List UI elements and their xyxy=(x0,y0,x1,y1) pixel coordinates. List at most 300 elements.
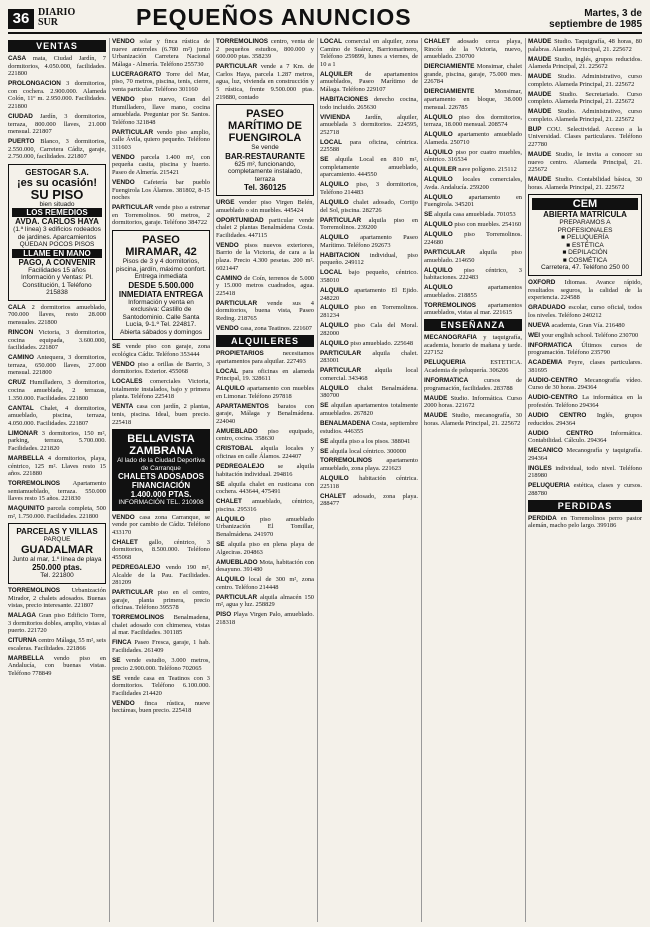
ad-lead-word: HABITACIONES xyxy=(320,95,369,103)
ad-lead-word: TORREMOLINOS xyxy=(8,586,61,594)
ad-body: necesitamos apartamentos para alquilar. 227493 xyxy=(216,349,314,365)
ad-lead-word: MAUDE xyxy=(528,73,552,81)
classified-ad xyxy=(216,481,314,496)
ad-lead-word: VENDO xyxy=(216,241,239,249)
ad-body: alquila piso amueblado. 214650 xyxy=(424,248,522,264)
section-ventas-header: VENTAS xyxy=(8,40,106,52)
classified-ad xyxy=(320,304,418,319)
ad-lead-word: GRADUADO xyxy=(528,304,566,312)
classified-ad xyxy=(216,242,314,272)
classified-ad xyxy=(112,179,210,202)
ad-lead-word: ACADEMIA xyxy=(528,359,563,367)
ad-body: apartamento El Ejido. 248220 xyxy=(320,286,418,302)
ad-lead-word: CIUDAD xyxy=(8,112,33,120)
ad-lead-word: SE xyxy=(112,657,121,665)
ad-body: derecho cocina, todo incluido. 265630 xyxy=(320,95,418,111)
display-ad-cem: CEM ABIERTA MATRÍCULA PREPARAMOS A PROFESIONALES ■ PELUQUERÍA ■ ESTÉTICA ■ DEPILACIÓN ■ COSMÉTICA Carretera, 47. Teléfono 250 00 xyxy=(528,194,642,276)
ad-lead-word: ALQUILO xyxy=(424,231,453,239)
ad-body: se alquila habitación individual. 294816 xyxy=(216,463,314,478)
ad-list xyxy=(8,304,106,521)
ad-body: Studio. Administrativo, curso completo. Alameda Principal, 21. 225672 xyxy=(528,108,642,123)
ad-body: apartamentos amueblados, vistas al mar. 221615 xyxy=(424,301,522,317)
ad-body: Studio, mecanografía, 30 horas. Alameda Principal, 21. 225672 xyxy=(424,412,522,427)
classified-ad xyxy=(528,151,642,174)
ad-body: alquila chalet. 283001 xyxy=(320,349,418,365)
ad-lead-word: MARBELLA xyxy=(8,454,44,462)
classified-ad xyxy=(216,325,314,333)
classified-ad xyxy=(112,96,210,126)
ad-lead-word: BENALMADENA xyxy=(320,419,371,427)
ad-body: alquila almacén 150 m², agua y luz. 258829 xyxy=(216,593,314,609)
classified-ad xyxy=(216,217,314,240)
classified-ad xyxy=(424,63,522,86)
classified-ad xyxy=(320,217,418,232)
ad-lead-word: SE xyxy=(424,211,433,219)
column-1 xyxy=(8,38,106,922)
ad-body: casa zona Carranque, se vende por cambio de Cádiz. Teléfono 433170 xyxy=(112,513,210,536)
ad-lead-word: MAUDE xyxy=(424,412,448,420)
classified-ad xyxy=(112,657,210,672)
ad-body: apartamento amueblado, zona playa. 221623 xyxy=(320,457,418,473)
ad-lead-word: PISO xyxy=(216,611,232,619)
ad-body: chalet adosado, Cortijo del Sol, piscina. 282726 xyxy=(320,199,418,214)
classified-ad xyxy=(320,322,418,337)
ad-lead-word: ALQUILO xyxy=(424,221,453,229)
ad-body: alquilan apartamentos totalmente amueblados. 267820 xyxy=(320,402,418,417)
column-divider xyxy=(317,38,318,922)
ad-lead-word: MAUDE xyxy=(528,151,552,159)
ad-lead-word: MAUDE xyxy=(528,55,552,63)
ad-body: 3 dormitorios, 150 m², parking, terraza, 5.700.000. Facilidades. 221820 xyxy=(8,429,106,452)
ad-lead-word: MALAGA xyxy=(8,612,37,620)
ad-body: academia, Gran Vía. 216480 xyxy=(549,321,625,329)
ad-body: vendo 190 m², Alcalde de la Pau. Facilidades. 281209 xyxy=(112,563,210,587)
ad-body: Peyre, clases particulares. 381695 xyxy=(528,359,642,374)
classified-ad xyxy=(528,322,642,330)
classified-ad xyxy=(216,541,314,556)
ad-body: alquila local comercial. 343468 xyxy=(320,367,418,382)
classified-ad xyxy=(424,221,522,229)
classified-ad xyxy=(424,176,522,191)
classified-ad xyxy=(216,594,314,609)
ad-lead-word: MAQUINITO xyxy=(8,505,45,513)
classified-ad xyxy=(8,354,106,377)
classified-ad xyxy=(528,412,642,427)
ad-lead-word: ALQUILER xyxy=(320,70,353,78)
column-5 xyxy=(424,38,522,922)
ad-lead-word: ALQUILO xyxy=(320,181,349,189)
ad-body: alquila piso en plena playa de Algeciras. 204863 xyxy=(216,540,314,556)
classified-ad xyxy=(424,267,522,282)
classified-ad xyxy=(424,166,522,174)
ad-body: alquila piso en Torremolinos. 239200 xyxy=(320,216,418,232)
ad-body: 2 dormitorios amueblado, 700.000 llaves, resto 28.000 mensuales. 221800 xyxy=(8,303,106,327)
ad-lead-word: CHALET xyxy=(216,498,242,506)
ad-lead-word: AUDIO CENTRO xyxy=(528,411,587,419)
ad-lead-word: PARTICULAR xyxy=(216,593,258,601)
ad-lead-word: ALQUILO xyxy=(320,475,349,483)
course-item: ■ DEPILACIÓN xyxy=(562,249,608,257)
ad-lead-word: PROLONGACION xyxy=(8,80,61,88)
column-divider xyxy=(213,38,214,922)
classified-ad xyxy=(320,139,418,154)
ad-body: escolar, curso oficial, todos los niveles. Teléfono 240212 xyxy=(528,304,642,319)
ad-lead-word: PARTICULAR xyxy=(112,128,154,136)
ad-body: apartamento amueblado Alameda. 250710 xyxy=(424,131,522,146)
ad-lead-word: VENDO xyxy=(216,325,239,332)
section-perdidas-header: PERDIDAS xyxy=(528,500,642,512)
ad-body: vendo piso amplio, calle Ávila, quiero pequeño. Teléfono 311603 xyxy=(112,128,210,151)
ad-body: Urbanización Mirador, 2 chalets adosados. Buenas vistas, precio interesante. 221807 xyxy=(8,586,106,610)
classified-ad xyxy=(8,587,106,610)
ad-lead-word: PEDREGALEJO xyxy=(216,463,265,471)
ad-body: piso Cala del Moral. 282000 xyxy=(320,322,418,337)
ad-body: Mota, habitación con desayuno. 391480 xyxy=(216,558,314,574)
ad-lead-word: AUDIO-CENTRO xyxy=(528,376,578,384)
ad-body: en Torremolinos perro pastor alemán, macho pelo largo. 399186 xyxy=(528,514,642,530)
ad-body: piso en el centro, garaje, planta primera, precio oficinas. Teléfono 395578 xyxy=(112,589,210,612)
ad-lead-word: AUDIO CENTRO xyxy=(528,429,594,437)
classified-ad xyxy=(320,38,418,68)
ad-body: apartamento en Fuengirola. 345201 xyxy=(424,193,522,209)
ad-body: alquila locales y oficinas en calle Álamos. 224407 xyxy=(216,445,314,461)
ad-lead-word: AMUEBLADO xyxy=(216,558,258,566)
ad-lead-word: SE xyxy=(320,437,329,445)
ad-body: vende sus 4 dormitorios, buena vista, Paseo Reding. 218765 xyxy=(216,299,314,323)
ad-body: ESTETICA. Academia de peluquería. 306206 xyxy=(424,359,522,375)
ad-lead-word: SE xyxy=(320,402,329,410)
ad-lead-word: PARTICULAR xyxy=(112,589,154,597)
ad-body: Paseo Fresca, garaje, 1 hab. Facilidades. 261409 xyxy=(112,639,210,655)
ad-body: Playa Virgen Palo, amueblado. 218318 xyxy=(216,611,314,626)
classified-ad xyxy=(216,300,314,323)
classified-ad xyxy=(424,359,522,374)
ad-lead-word: ALQUILO xyxy=(320,339,349,347)
classified-ad xyxy=(424,114,522,129)
ad-body: vendo piso en Andalucía, con buenas vistas. Teléfono 778849 xyxy=(8,654,106,678)
ad-lead-word: FINCA xyxy=(112,639,132,647)
classified-ad xyxy=(216,385,314,400)
ad-lead-word: PARTICULAR xyxy=(216,299,258,307)
classified-ad xyxy=(320,114,418,137)
ad-body: apartamentos amueblados. 218855 xyxy=(424,284,522,299)
ad-lead-word: PARTICULAR xyxy=(112,204,154,212)
ad-body: alquila Local en 810 m², completamente amueblado, aparcamiento. 444550 xyxy=(320,156,418,179)
classified-ad xyxy=(528,91,642,106)
section-ensenanza-header: ENSEÑANZA xyxy=(424,319,522,331)
classified-ad xyxy=(216,445,314,460)
classified-ad xyxy=(320,402,418,417)
ad-lead-word: SE xyxy=(112,343,121,350)
ad-body: your english school. Teléfono 230700 xyxy=(540,331,639,339)
ad-lead-word: LOCAL xyxy=(320,269,343,277)
ad-lead-word: VENDO xyxy=(112,95,135,103)
ad-lead-word: ALQUILO xyxy=(216,385,245,393)
classified-ad xyxy=(424,334,522,357)
ad-body: apartamento Paseo Marítimo. Teléfono 292673 xyxy=(320,234,418,249)
ad-lead-word: RINCON xyxy=(8,329,34,337)
classified-ad xyxy=(8,612,106,635)
classified-ad xyxy=(320,199,418,214)
ad-lead-word: VENDO xyxy=(112,699,135,707)
ad-body: comercial en alquiler, zona Camino de Suárez, Barriomarinero, Teléfono 259899, lunes a viernes, de 10 a 1 xyxy=(320,38,418,68)
classified-ad xyxy=(424,395,522,410)
ad-lead-word: PARTICULAR xyxy=(320,216,362,224)
ad-lead-word: CAMINO xyxy=(8,354,34,362)
ad-body: Mecanografía y taquigrafía. 294364 xyxy=(528,447,642,462)
classified-ad xyxy=(320,493,418,508)
classified-ad xyxy=(216,275,314,298)
ad-body: piso dos dormitorios, terraza, 18.000 mensual. 208574 xyxy=(424,113,522,129)
classified-ad xyxy=(528,482,642,497)
classified-ad xyxy=(320,385,418,400)
classified-ad xyxy=(112,204,210,227)
ad-body: 4 dormitorios, playa, céntrico, 125 m². Llaves resto 15 años. 221880 xyxy=(8,454,106,478)
display-ad-bellavista: BELLAVISTA ZAMBRANA Al lado de la Ciudad Deportiva de Carranque CHALETS ADOSADOS FINANCIACIÓN 1.400.000 PTAS. INFORMACIÓN TEL. 210908 xyxy=(112,429,210,511)
classified-ad xyxy=(320,448,418,456)
ad-body: piso, 3 dormitorios, Teléfono 214483 xyxy=(320,181,418,197)
classified-ad xyxy=(320,234,418,249)
ad-lead-word: ALQUILO xyxy=(216,576,245,584)
ad-lead-word: CALA xyxy=(8,303,26,311)
classified-ad xyxy=(528,176,642,191)
ad-body: Mecanografía vídeo. Curso de 30 horas. 294364 xyxy=(528,376,642,392)
classified-ad xyxy=(216,576,314,591)
ad-lead-word: MAUDE xyxy=(528,108,552,116)
ad-body: para oficina, céntrica. 225588 xyxy=(320,138,418,154)
ad-body: Studio, le invita a conocer su nuevo centro. Alameda Principal, 21. 225672 xyxy=(528,151,642,174)
ad-body: habitación céntrica. 225118 xyxy=(320,475,418,490)
ad-body: alquila casa amueblada. 701053 xyxy=(432,211,516,219)
course-item: ■ COSMÉTICA xyxy=(562,256,608,264)
ad-lead-word: INFORMATICA xyxy=(528,341,573,349)
classified-ad xyxy=(112,154,210,177)
classified-ad xyxy=(112,403,210,426)
classified-ad xyxy=(320,420,418,435)
ad-body: Torre del Mar, piso, 70 metros, piscina, tenis, cierre, venta particular. Teléfono 301160 xyxy=(112,70,210,93)
classified-ad xyxy=(8,637,106,652)
ad-lead-word: SE xyxy=(216,540,225,548)
ad-lead-word: MAUDE xyxy=(424,394,448,402)
classified-ad xyxy=(528,342,642,357)
ad-lead-word: PERDIDA xyxy=(528,514,557,522)
ad-list xyxy=(8,55,106,161)
ad-list xyxy=(216,199,314,332)
ad-lead-word: VENDO xyxy=(112,38,135,45)
ad-lead-word: ALQUILER xyxy=(424,166,457,174)
ad-body: gallo, céntrico, 3 dormitorios, 8.500.000. Teléfono 455068 xyxy=(112,538,210,561)
ad-lead-word: LOCALES xyxy=(112,378,143,386)
ad-lead-word: CASA xyxy=(8,55,27,62)
classified-ad xyxy=(8,55,106,78)
ad-body: de apartamentos amueblados, Paseo Marítimo de Málaga. Teléfono 229107 xyxy=(320,70,418,93)
paper-name: DIARIO SUR xyxy=(38,7,76,28)
ad-lead-word: WEI xyxy=(528,331,541,339)
classified-ad xyxy=(8,379,106,402)
ad-body: 3 dormitorios, con cochera. 2.900.000. Alameda Colón, 11º m. 2.950.000. Facilidades. 221800 xyxy=(8,80,106,110)
classified-ad xyxy=(320,475,418,490)
issue-date: Martes, 3 de septiembre de 1985 xyxy=(549,8,642,30)
classified-ad xyxy=(216,428,314,443)
ad-list xyxy=(216,350,314,626)
ad-body: piso en Torremolinos. 281234 xyxy=(320,304,418,320)
ad-lead-word: AMUEBLADO xyxy=(216,427,258,435)
classified-ad xyxy=(528,515,642,530)
ad-body: adosado cerca playa, Rincón de la Victoria, nuevo, amueblado. 230700 xyxy=(424,38,522,61)
ad-lead-word: ALQUILO xyxy=(424,193,453,201)
ad-lead-word: NUEVA xyxy=(528,321,550,329)
classified-ad xyxy=(424,249,522,264)
ad-lead-word: ALQUILO xyxy=(320,199,349,207)
classified-ad xyxy=(320,438,418,446)
ad-lead-word: VENTA xyxy=(112,403,134,411)
ad-body: piso amueblado. 225648 xyxy=(348,339,414,347)
classified-ad xyxy=(528,56,642,71)
ad-body: piso a orillas de Barrio, 3 dormitorios. Exterior. 455068 xyxy=(112,360,210,376)
course-list xyxy=(532,234,638,264)
ad-body: chalet Benalmádena. 380700 xyxy=(320,384,418,400)
ad-lead-word: MECANOGRAFIA xyxy=(424,334,477,342)
ad-body: Idiomas. Avance rápido, resultados seguros, la calidad de la experiencia. 224588 xyxy=(528,278,642,302)
ad-lead-word: PARTICULAR xyxy=(320,349,362,357)
ad-list xyxy=(216,38,314,101)
ad-body: mata, Ciudad Jardín, 7 dormitorios, 4.050.000, facilidades. 221800 xyxy=(8,55,106,78)
ad-body: Studio, inglés, grupos reducidos. Alameda Principal, 21. 225672 xyxy=(528,55,642,71)
classified-ad xyxy=(528,394,642,409)
classified-ad xyxy=(8,138,106,161)
ad-lead-word: ALQUILO xyxy=(320,322,349,330)
ad-lead-word: CRISTOBAL xyxy=(216,445,254,453)
classified-ad xyxy=(112,675,210,698)
ad-body: vender piso Virgen Belén, amueblado o sin muebles. 445424 xyxy=(216,199,314,214)
classified-ad xyxy=(216,498,314,513)
classified-ad xyxy=(216,38,314,61)
ad-body: parcela completa, 500 m², 1.750.000. Facilidades. 221800 xyxy=(8,505,106,520)
ad-body: estética, clases y cursos. 288780 xyxy=(528,482,642,497)
ad-body: Studio. Contabilidad básica, 30 horas. Alameda Principal, 21. 225672 xyxy=(528,176,642,191)
ad-list xyxy=(8,587,106,678)
classified-ad xyxy=(320,367,418,382)
ad-lead-word: CAMINO xyxy=(216,274,242,282)
ad-lead-word: CHALET xyxy=(320,492,346,500)
ad-body: cursos de programación, facilidades. 283788 xyxy=(424,377,522,392)
ad-lead-word: CHALET xyxy=(424,38,450,45)
ad-body: casa, zona Teatinos. 221607 xyxy=(238,325,312,332)
column-divider xyxy=(421,38,422,922)
classified-ad xyxy=(8,113,106,136)
display-ad-gestogar: GESTOGAR S.A. ¡es su ocasión! SU PISO bien situado LOS REMEDIOS AVDA. CARLOS HAYA (1.ª línea) 3 edificios rodeados de jardines. Aparcamientos QUEDAN POCOS PISOS LLAME EN MANO PAGO, A CONVENIR Facilidades 15 años Información y Ventas: Pl. Constitución, 1 Teléfono 215838 xyxy=(8,164,106,301)
ad-body: Últimos cursos de programación. Teléfono 235790 xyxy=(528,341,642,357)
classified-ad xyxy=(320,350,418,365)
classified-ad xyxy=(320,181,418,196)
ad-lead-word: TORREMOLINOS xyxy=(424,301,477,309)
classified-ad xyxy=(8,655,106,678)
ad-body: Humilladero, 3 dormitorios, cocina amueblada, 2 terrazas, 1.350.000. Facilidades. 221800 xyxy=(8,379,106,402)
classified-ad xyxy=(216,199,314,214)
ad-lead-word: OPORTUNIDAD xyxy=(216,216,264,224)
ad-body: Benalmadena, chalet adosado con chimenea, vistas al mar. Facilidades. 301185 xyxy=(112,614,210,637)
ad-body: para oficinas en alameda Principal, 19. 328611 xyxy=(216,367,314,383)
ad-body: Inglés, grupos reducidos. 294364 xyxy=(528,411,642,427)
ad-lead-word: TORREMOLINOS xyxy=(216,38,269,45)
ad-body: Cafetería bar pueblo Fuengirola Los Álamos. 381802, 8-15 noches xyxy=(112,179,210,202)
ad-lead-word: ALQUILO xyxy=(424,113,453,121)
ad-body: Gran piso Edificio Torre, 3 dormitorios dobles, amplio, vistas al puerto. 221720 xyxy=(8,612,106,635)
ad-body: particular vende chalet 2 plantas Benalmádena Costa. Facilidades. 447115 xyxy=(216,216,314,239)
column-4 xyxy=(320,38,418,922)
ad-body: Antequera, 3 dormitorios, terraza, 650.000 llaves, 27.000 mensual. 221800 xyxy=(8,354,106,377)
ad-body: piso Torremolinos. 224680 xyxy=(424,231,522,246)
classified-ad xyxy=(216,516,314,539)
classified-ad xyxy=(8,329,106,352)
ad-lead-word: PARTICULAR xyxy=(424,248,466,256)
ad-lead-word: AUDIO-CENTRO xyxy=(528,394,578,402)
ad-body: centro Málaga, 55 m², seis escaleras. Facilidades. 221866 xyxy=(8,637,106,652)
column-3 xyxy=(216,38,314,922)
ad-lead-word: MECANICO xyxy=(528,447,563,455)
ad-lead-word: INFORMATICA xyxy=(424,377,469,384)
column-6 xyxy=(528,38,642,922)
ad-lead-word: MAUDE xyxy=(528,38,552,45)
ad-lead-word: PELUQUERIA xyxy=(528,482,570,490)
classified-ad xyxy=(112,71,210,94)
classified-ad xyxy=(8,80,106,110)
classified-ad xyxy=(216,611,314,626)
ad-body: apartamento con muebles en Limonar. Teléfono 297818 xyxy=(216,385,314,400)
classified-ad xyxy=(424,38,522,61)
ad-body: piso por cuatro muebles, céntrico. 316534 xyxy=(424,148,522,164)
classified-ad xyxy=(8,430,106,453)
ad-list xyxy=(424,334,522,427)
classified-ad xyxy=(112,129,210,152)
course-item: ■ PELUQUERÍA xyxy=(561,234,609,242)
ad-lead-word: PUERTO xyxy=(8,138,35,146)
ad-lead-word: LIMONAR xyxy=(8,429,38,437)
ad-body: local de 300 m², zona centro. Teléfono 214448 xyxy=(216,576,314,591)
ad-body: piso nuevo, Gran del Humilladero, llave mano, cocina amueblada. Preguntar por Sr. Santos. Teléfono 321848 xyxy=(112,95,210,126)
ad-body: vende a 7 Km. de Carlos Haya, parcela 1.287 metros, agua, luz, vivienda en construcción y 5 rústica, frente 9.500.000 ptas. 219880, contado xyxy=(216,63,314,101)
display-ad-guadalmar: PARCELAS Y VILLAS PARQUE GUADALMAR Junto al mar, 1.º línea de playa 250.000 ptas. Tel. 221800 xyxy=(8,523,106,584)
classified-ad xyxy=(424,194,522,209)
classified-ad xyxy=(216,403,314,426)
ad-body: Studio. Secretariado. Curso completo. Alameda Principal, 21. 225672 xyxy=(528,90,642,106)
classified-ad xyxy=(112,539,210,562)
classified-ad xyxy=(112,589,210,612)
ad-body: Jardín, 3 dormitorios, terraza, 800.000 llaves, 21.000 mensual. 221807 xyxy=(8,112,106,136)
column-divider xyxy=(525,38,526,922)
ad-list xyxy=(112,38,210,227)
ad-lead-word: LOCAL xyxy=(320,38,343,45)
ad-body: solar y finca rústica de nueve anterreles (6.780 m²) junto Urbanización Carretera Nacional Málaga - Almería. Teléfono 255730 xyxy=(112,38,210,68)
ad-lead-word: SE xyxy=(112,674,121,682)
ad-lead-word: ALQUILO xyxy=(320,384,349,392)
ad-body: pisos nuevos exteriores, Barrio de la Victoria, de cara a la plaza. Precio 4.300 pesetas. 200 m². 6021447 xyxy=(216,241,314,272)
ad-lead-word: VIVIENDA xyxy=(320,113,351,121)
classified-ad xyxy=(8,304,106,327)
classified-ad xyxy=(424,412,522,427)
ad-lead-word: CRUZ xyxy=(8,379,26,387)
ad-lead-word: PELUQUERIA xyxy=(424,359,466,367)
ad-list xyxy=(424,38,522,317)
classified-ad xyxy=(216,350,314,365)
classified-ad xyxy=(528,126,642,149)
ad-body: piso equipado, centro, cocina. 358630 xyxy=(216,427,314,443)
ad-body: casa con jardín, 2 plantas, tenis, piscina. Ideal, buen precio. 225418 xyxy=(112,403,210,426)
ad-lead-word: CITURNA xyxy=(8,637,37,645)
classified-ad xyxy=(528,377,642,392)
ad-lead-word: DIERCIAMIENTE xyxy=(424,88,475,96)
ad-list xyxy=(112,343,210,426)
